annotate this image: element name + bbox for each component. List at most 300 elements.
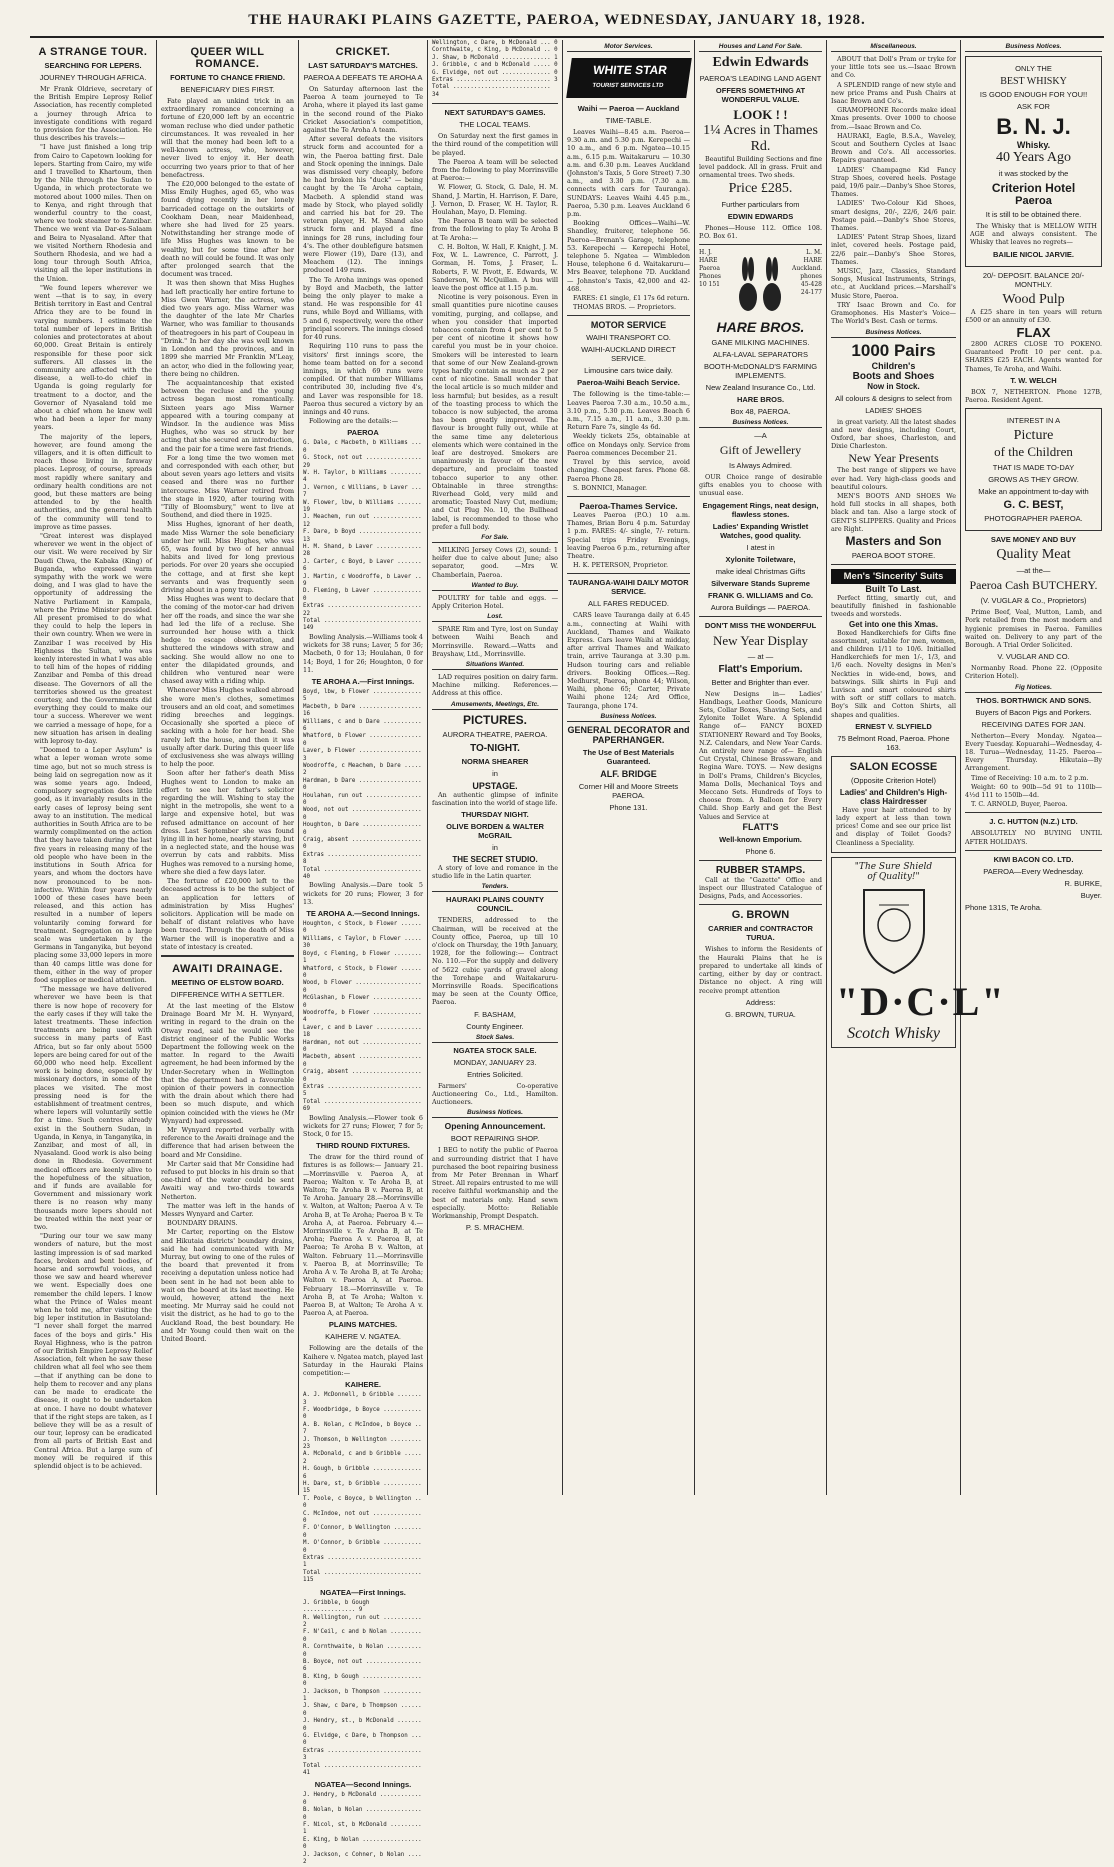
ad-text: (V. VUGLAR & Co., Proprietors) — [980, 596, 1087, 606]
paragraph: Soon after her father's death Miss Hughes went to London to make an effort to see her father's solicitor regarding the will. Wishing to stay the night in the metropolis, she went to a large and expensive hotel, but was refused admittance on account of her dress. Last September she was found lying ill in her home, nearly starving, but in a neglected state, and the house was overrun by cats and rabbits. Miss Hughes was removed to a nursing home, where she died a few days later. — [161, 769, 295, 876]
article-title: QUEER WILL ROMANCE. — [190, 46, 265, 70]
column-1 — [30, 40, 156, 1495]
divider — [432, 103, 558, 104]
ad-text: Phones—House 112. Office 108. P.O. Box 61. — [699, 223, 822, 240]
ad-text: New Zealand Insurance Co., Ltd. — [705, 383, 816, 393]
ad-headline: MOTOR SERVICE — [590, 320, 667, 331]
classified-head: Situations Wanted. — [432, 661, 558, 670]
ad-text: Leaves Waihi—8.45 a.m. Paeroa—9.30 a.m. and 5.30 p.m. Kerepechi — 10 a.m., and 6 p.m. Ngatea—10.15 a.m., 6.15 p.m. Waitakaruru — 10.30 a.m. and 6.30 p.m. Leaves Auckland (Johnston's Taxis, 5 Gore Street) 7.30 a.m., and 3.30 p.m. (7.30 a.m. connects with cars for Tauranga). SUNDAYS: Leaves Waihi 4.45 p.m., Paeroa, 5.30 p.m. Leaves Auckland 6 p.m. — [567, 128, 690, 219]
ad-text: ALFA-LAVAL SEPARATORS — [713, 350, 808, 360]
classified-ad: GRAMOPHONE Records make ideal Xmas presents. Over 1000 to choose from.—Isaac Brown and Co. — [831, 106, 956, 131]
ad-text: Normanby Road. Phone 22. (Opposite Criterion Hotel). — [965, 664, 1102, 681]
ad-headline: THOS. BORTHWICK AND SONS. — [975, 695, 1092, 705]
ad-text: Well-known Emporium. — [719, 834, 802, 844]
score-line: Wood, b Flower ................... 0 — [303, 980, 422, 994]
ad-text: of Quality!" — [867, 871, 920, 882]
score-line: J. Hendry, st., b McDonald ....... 0 — [303, 1718, 422, 1732]
score-line: Extras ........................... 22 — [303, 603, 422, 617]
ad-text: PAEROA BOOT STORE. — [851, 550, 936, 560]
score-line: Williams, c and b Dare ........... 6 — [303, 718, 422, 732]
score-line: Boyd, lbw, b Flower .............. 5 — [303, 688, 422, 703]
article-body — [161, 1002, 294, 1343]
classified-head: Houses and Land For Sale. — [699, 43, 822, 52]
score-line: J. Jackson, c Cohner, b Nolan .... 2 — [303, 1851, 422, 1866]
score-line: F. Nicol, st, b McDonald ......... 1 — [303, 1822, 422, 1836]
ad-text: Leaves Paeroa (P.O.) 10 a.m. Thames, Brian Boru 4 p.m. Saturday 1 p.m. FARES: 4/- single, 7/- return. Special trips Friday Evenings, leaving Paeroa 6 p.m., returning after Theatre. — [567, 510, 690, 560]
bowling-analysis: Bowling Analysis.—Dare took 5 wickets for 20 runs; Flower, 3 for 13. — [303, 881, 423, 906]
ad-headline: RUBBER STAMPS. — [715, 864, 806, 876]
paragraph: The acquaintanceship that existed between the recluse and the young actress began most romantically. Sixteen years ago Miss Warner appeared with a touring company at Windsor. In the audience was Miss Hughes, who was so struck by her acting that she secured an introduction, and the pair for a time were fast friends. — [161, 378, 294, 453]
divider — [699, 904, 822, 905]
classified-head: Miscellaneous. — [831, 43, 956, 52]
ad-text: OLIVE BORDEN & WALTER McGRAIL — [446, 822, 544, 841]
score-line: Extras ........................... 5 — [303, 1084, 422, 1098]
ad-text: AURORA THEATRE, PAEROA. — [442, 729, 548, 739]
ad-text: 75 Belmont Road, Paeroa. Phone 163. — [837, 733, 950, 752]
divider — [965, 850, 1102, 851]
score-line: H. Gough, b Gribble .............. 6 — [303, 1466, 422, 1480]
hare-logo: HARE BROS. — [716, 319, 805, 336]
ad-text: An authentic glimpse of infinite fascination into the world of stage life. — [432, 790, 558, 807]
ad-text: Now in Stock. — [867, 381, 920, 391]
ad-text: Scotch Whisky — [847, 1024, 940, 1042]
ad-text: I atest in — [746, 542, 775, 552]
article-body — [432, 132, 558, 531]
ad-text: G. BROWN, TURUA. — [725, 1009, 796, 1019]
classified-ad: TRY Isaac Brown and Co. for Gramophones. His Master's Voice—The World's Best. Cash or terms. — [831, 300, 956, 326]
ad-text: New Designs in— Ladies' Handbags, Leather Goods, Manicure Sets, Collar Boxes, Shaving Sets, and Zylonite Toilet Ware. A Splendid Range of— FANCY BOXED STATIONERY Reward and Toy Books, N.Z. Calendars, and New Year Cards. An entirely new range of— English Cut Crystal, Chinese Brassware, and Regina Ware. TOYS. — New designs in Doll's Prams, Children's Bicycles, Mama Dolls, Mechanical Toys and Meccano Sets. Hundreds of Toys to choose from. A Balloon for Every Child. Shop Early and get the Best Values and Service at — [699, 689, 822, 821]
ad-text: Phone 131S, Te Aroha. — [965, 902, 1043, 912]
paragraph: Following are the details:— — [309, 417, 398, 426]
ad-text: PAEROA'S LEADING LAND AGENT — [699, 74, 822, 83]
ad-text: in — [492, 768, 498, 778]
ad-text: Engagement Rings, neat design, flawless stones. — [702, 500, 819, 519]
column-2 — [157, 40, 298, 1495]
scorecard — [303, 1792, 423, 1866]
bowling-analysis: Bowling Analysis.—Williams took 4 wickets for 38 runs; Laver, 5 for 36; Macbeth, 0 for 13; Houlahan, 0 for 14; Boyd, 1 for 26; Houghton, 0 for 11. — [303, 632, 423, 674]
divider — [161, 955, 294, 957]
ad-text: It is still to be obtained there. — [985, 210, 1082, 219]
paragraph: It was then shown that Miss Hughes had left practically her entire fortune to Miss Gwen Warner, the actress, who died two years ago. Miss Warner was the daughter of the late Mr Charles Warner, who was familiar to thousands of theatregoers in his part of Coupeau in "Drink." In her day she was well known in London and the provinces, and in 1899 she married Mr Franklin M'Leay, an actor, who died in the following year, there being no children. — [161, 279, 294, 378]
ad-text: HARE BROS. — [736, 395, 785, 405]
ad-text: Prime Beef, Veal, Mutton, Lamb, and Pork retailed from the most modern and hygienic premises in Paeroa. Families waited on. Delivery to any part of the Borough. A Trial Order Solicited. — [965, 608, 1102, 650]
ad-text: BOOTH-McDONALD'S FARMING IMPLEMENTS. — [703, 362, 818, 381]
score-line: Extras ........................... 8 — [303, 851, 422, 866]
scorecard — [432, 40, 558, 99]
score-line: M. O'Connor, b Gribble ........... 0 — [303, 1540, 422, 1554]
ad-text: THAT IS MADE TO-DAY — [992, 463, 1075, 473]
ad-headline: GENERAL DECORATOR and PAPERHANGER. — [567, 724, 690, 745]
classified-ad: LADIES' Champagne Kid Fancy Strap Shoes, covered heels. Postage paid, 19/6 pair.—Danby's Shoe Stores, Thames. — [831, 165, 956, 199]
score-line: H. M. Shand, b Laver ............. 28 — [303, 544, 422, 558]
ad-headline: T. W. WELCH — [1010, 375, 1057, 385]
ad-text: GROWS AS THEY GROW. — [988, 475, 1079, 485]
score-line: J. Martin, c Woodroffe, b Laver .. 9 — [303, 573, 422, 588]
ad-headline: NGATEA STOCK SALE. — [453, 1045, 537, 1055]
score-line: Woodroffe, c Meachem, b Dare ..... 2 — [303, 762, 422, 777]
scorecard-label: PAEROA — [347, 428, 379, 438]
ad-headline: Flatt's Emporium. — [718, 663, 803, 675]
ad-headline: Paeroa-Waihi Beach Service. — [577, 378, 680, 388]
ad-headline: PICTURES. — [462, 712, 527, 727]
ad-headline: UPSTAGE. — [472, 780, 518, 791]
classified-ad: HAURAKI, Eagle, B.S.A., Waveley, Scout and Southern Cycles at Isaac Brown and Co's. All accessories. Repairs guaranteed. — [831, 131, 956, 165]
ad-text: Travel by this service, avoid changing. Cheapest fares. Phone 68. Paeroa Phone 28. — [567, 458, 690, 483]
ad-text: MONDAY, JANUARY 23. — [453, 1057, 537, 1067]
ad-text: IS GOOD ENOUGH FOR YOU!! — [979, 90, 1088, 99]
score-line: G. Elvidge, c Dare, b Thompson ... 0 — [303, 1733, 422, 1747]
score-line: B. Nolan, b Nolan ................ 0 — [303, 1807, 422, 1821]
white-star-logo — [566, 58, 692, 98]
classified-ad: POULTRY for table and eggs. —Apply Criterion Hotel. — [432, 593, 558, 611]
score-line: Hardman, not out ................. 0 — [303, 1039, 422, 1053]
ad-headline: 1000 Pairs — [851, 340, 936, 360]
ad-text: ALL FARES REDUCED. — [588, 599, 669, 609]
score-line: Houghton, c Stock, b Flower ...... 0 — [303, 921, 422, 935]
classified-head: Amusements, Meetings, Etc. — [432, 701, 558, 710]
section-title: PLAINS MATCHES. — [328, 1320, 398, 1330]
classified-ad: ABOUT that Doll's Pram or tryke for your little tots see us.—Isaac Brown and Co. — [831, 55, 956, 80]
ad-headline: 1¼ Acres in Thames Rd. — [703, 123, 818, 154]
ad-text: WAIHI TRANSPORT CO. — [586, 333, 671, 343]
score-line: Wood, not out .................... 0 — [303, 807, 422, 821]
ad-text: ASK FOR — [1017, 102, 1050, 111]
paragraph: The Paeroa A team will be selected from the following to play Morrinsville at Paeroa:— — [432, 157, 558, 183]
ad-text: GANE MILKING MACHINES. — [711, 338, 810, 348]
score-line: Boyd, c Fleming, b Flower ........ 1 — [303, 950, 422, 965]
ad-text: —at the— — [1016, 566, 1051, 576]
ad-text: "The Sure Shield — [854, 861, 933, 872]
divider — [831, 564, 956, 565]
score-line: J. Gribble, c and b McDonald ..... 0 — [432, 62, 558, 69]
misc-list — [831, 55, 956, 326]
paragraph: The fortune of £20,000 left to the deceased actress is to be the subject of an application for letters of administration by Miss Hughes' solicitors. Application will be made on behalf of distant relatives who have been traced. Through the death of Miss Warner the will is inoperative and a state of intestacy is created. — [161, 877, 294, 951]
article-body — [161, 97, 294, 951]
column-5 — [563, 40, 694, 1495]
ad-text: Box 48, PAEROA. — [730, 407, 791, 417]
section-subtitle: KAIHERE V. NGATEA. — [325, 1332, 401, 1342]
article-subtitle: FORTUNE TO CHANCE FRIEND. — [170, 73, 285, 82]
scorecard-label: NGATEA—Second Innings. — [314, 1780, 412, 1790]
masthead-rule — [30, 36, 1104, 38]
ad-text: Xylonite Toiletware, — [725, 554, 796, 564]
ad-text: Phone 6. — [745, 846, 776, 856]
logo-text: WHITE STAR — [591, 63, 668, 77]
ad-text: CARRIER and CONTRACTOR TURUA. — [708, 924, 813, 943]
divider — [699, 860, 822, 861]
score-line: Craig, absent .................... 0 — [303, 1069, 422, 1083]
classified-head: Lost. — [432, 613, 558, 622]
ad-headline: ALF. BRIDGE — [600, 768, 657, 779]
paragraph: Requiring 110 runs to pass the visitors' first innings score, the home team batted on for a second innings, in which 69 runs were compiled. Of that number Williams contributed 30, including five 4's, and Laver was responsible for 18. Paeroa thus secured a victory by an innings and 40 runs. — [303, 342, 423, 416]
classified-head: Business Notices. — [965, 43, 1102, 52]
ad-headline: Edwin Edwards — [712, 55, 809, 70]
ad-text: Entries Solicited. — [467, 1069, 523, 1079]
dcl-logo: "D·C·L" — [836, 978, 1006, 1024]
score-line: A. J. McDonnell, b Gribble ....... 3 — [303, 1392, 422, 1406]
score-line: W. Flower, lbw, b Williams ....... 19 — [303, 499, 422, 513]
score-line: J. Jackson, b Thompson ........... 1 — [303, 1688, 422, 1702]
ad-text: ONLY THE — [1015, 64, 1052, 73]
ad-text: Perfect fitting, smartly cut, and beautifully finished in fashionable tweeds and worsteds. — [831, 593, 956, 619]
divider — [965, 812, 1102, 813]
ad-text: Farmers' Co-operative Auctioneering Co., Ltd., Hamilton. Auctioneers. — [432, 1081, 558, 1107]
masthead: THE HAURAKI PLAINS GAZETTE, PAEROA, WEDNESDAY, JANUARY 18, 1928. — [248, 12, 866, 28]
score-line: R. Wellington, run out ........... 2 — [303, 1614, 422, 1628]
ad-headline: G. C. BEST, — [1003, 499, 1064, 512]
ad-headline: Gift of Jewellery — [719, 443, 802, 458]
ad-text: it was stocked by the — [998, 169, 1069, 178]
paragraph: Mr Wynyard reported verbally with reference to the Awaiti drainage and the difference that had arisen between the board and Mr Considine. — [161, 1125, 294, 1159]
article-kicker: BENEFICIARY DIES FIRST. — [180, 85, 275, 94]
ad-headline: New Year Display — [713, 632, 808, 648]
ad-text: Boxed Handkerchiefs for Gifts fine assortment, suitable for men, women, and children 1/11 to 10/6. Initialled Handkerchiefs for men 1/-, 1/3, and 1/6 each. Novelty designs in Men's Neckties in wide-end, bows, and batswings. Silk shirts in Fuji and Luvisca and smart coloured shirts with soft or stiff collars to match. Boy's Silk and Cotton Shirts, all shapes and qualities. — [831, 628, 956, 719]
ad-text: OFFERS SOMETHING AT WONDERFUL VALUE. — [715, 86, 806, 104]
paragraph: The majority of the lepers, however, are found among the villagers, and it is often difficult to reach those living in faraway places. Leprosy, of course, spreads most rapidly where sanitary and ordinary health conditions are not good, but these matters are being attended to by the health authorities, and the general health of the community will tend to improve as time passes. — [34, 432, 152, 531]
score-line: G. Dale, c Macbeth, b Williams ... 0 — [303, 440, 422, 454]
ad-text: Buyer. — [1080, 890, 1102, 900]
ad-text: CARS leave Tauranga daily at 6.45 a.m., connecting at Waihi with Auckland, Thames and Waikato Express. Cars leave Waihi at midday, after arrival Thames and Waikato train, arrive Tauranga at 3.30 p.m. Hudson touring cars and reliable drivers. Booking Offices.—Reg. Medhurst, Paeroa, phone 44; Wilson, Waihi, phone 65; Carter, Private Waihi phone 124; Ard Office, Tauranga, phone 174. — [567, 611, 690, 710]
classified-ad: LAD requires position on dairy farm. Machine milking. References.—Address at this office. — [432, 673, 558, 698]
ad-text: BAILIE NICOL JARVIE. — [993, 249, 1074, 259]
ad-text: A £25 share in ten years will return £500 or an annuity of £30. — [965, 307, 1102, 324]
score-line: Macbeth, absent .................. 0 — [303, 1054, 422, 1068]
score-line: Craig, absent .................... 0 — [303, 837, 422, 851]
score-line: Laver, b Flower .................. 3 — [303, 748, 422, 762]
ad-text: The best range of slippers we have ever had. Very high-class goods and beautiful colours. — [831, 466, 956, 491]
score-line: Whatford, b Flower ............... 0 — [303, 733, 422, 747]
ad-text: Built To Last. — [865, 583, 922, 594]
score-line: F. O'Connor, b Wellington ........ 0 — [303, 1525, 422, 1539]
ad-headline: Price £285. — [728, 180, 793, 196]
score-line: B. King, b Gough ................. 0 — [303, 1673, 422, 1688]
best-photo-ad — [965, 408, 1102, 531]
ad-text: I BEG to notify the public of Paeroa and surrounding district that I have purchased the boot repairing business from Mr Peter Brennan in Wharf Street. All repairs entrusted to me will receive faithful workmanship and the best of materials only. Hand sewn especially. Motto: Reliable Workmanship, Prompt Despatch. — [432, 1146, 558, 1220]
ad-headline: Men's 'Sincerity' Suits — [831, 569, 956, 584]
ad-text: MEN'S BOOTS AND SHOES We hold full stocks in all shapes, both black and tan. Also a large stock of GENT'S SLIPPERS. Quality and Prices are Right. — [831, 491, 956, 533]
ad-headline: ERNEST V. SLYFIELD — [855, 721, 932, 731]
score-line: J. Carter, c Boyd, b Laver ....... 6 — [303, 558, 422, 573]
ad-text: BOOT REPAIRING SHOP. — [450, 1134, 540, 1144]
plains-text: Following are the details of the Kaihere v. Ngatea match, played last Saturday in the Hauraki Plains competition:— — [303, 1344, 423, 1377]
ad-text: THOMAS BROS. — Proprietors. — [573, 303, 676, 312]
section-title: NEXT SATURDAY'S GAMES. — [444, 108, 546, 118]
paragraph: "We found lepers wherever we went —that is to say, in every British territory in East and Central Africa they are to be found in varying numbers. I estimate the total number of lepers in British colonies and protectorates at about 60,000. Great Britain is entirely responsible for these poor sick sufferers. All classes in the community are affected with the disease, a well-to-do chief in Uganda is going regularly for treatment to a doctor, and the Governor of Nyasaland told me about a chief whom he knew well who had been a leper for many years. — [34, 283, 152, 432]
divider — [699, 616, 822, 617]
scorecard — [303, 440, 423, 633]
score-line: C. McIndoe, not out .............. 0 — [303, 1510, 422, 1525]
scorecard-label: KAIHERE. — [345, 1380, 381, 1390]
ad-text: Phone 131. — [609, 802, 648, 812]
classified-head: Fig Notices. — [965, 684, 1102, 693]
paragraph: Mr Carter said that Mr Considine had refused to put blocks in his drain so that one-third of the water could be sent Awaiti way and two-thirds towards Netherton. — [161, 1159, 294, 1201]
ad-headline: of the Children — [994, 444, 1073, 460]
ad-headline: FLAX — [1016, 325, 1051, 341]
ad-text: NORMA SHEARER — [461, 756, 529, 766]
score-line: Total ............................ 69 — [303, 1098, 422, 1113]
ad-headline: LOOK ! ! — [733, 107, 788, 122]
ad-text: Better and Brighter than ever. — [711, 677, 810, 687]
shield-icon — [859, 885, 929, 975]
ad-text: Ladies' Expanding Wristlet Watches, good quality. — [712, 521, 809, 540]
ad-headline: Picture — [1013, 428, 1054, 444]
paragraph: C. H. Bolton, W. Hall, F. Knight, J. M. Fox, W. L. Lawrence, C. Parrott, J. Gorman, H. Toms, J. Fraser, L. Roberts, F. W. Pivott, E. Edwards, W. Sanderson, W. McQuillan. A bus will leave the post office at 1.15 p.m. — [432, 242, 558, 292]
ad-text: The following is the time-table:— Leaves Paeroa 7.30 a.m., 10.50 a.m., 3.10 p.m., 5.30 p.m. Leaves Beach 6 a.m., 7.15 a.m., 11 a.m., 3.30 p.m. Return Fare 7s, single 4s 6d. — [567, 390, 690, 432]
score-line: Total ............................ 41 — [303, 1762, 422, 1777]
ad-text: Ladies' and Children's High-class Hairdresser — [839, 787, 948, 806]
paragraph: On Saturday next the first games in the third round of the competition will be played. — [432, 132, 558, 157]
score-line: F. Dare, b Boyd .................. 13 — [303, 529, 422, 543]
ad-text: TENDERS, addressed to the Chairman, will be received at the County office, Paeroa, up till 10 o'clock on Thursday, the 19th January, 1928, for the following:— Contract No. 110.—For the supply and delivery of 5622 cubic yards of gravel along the Torehape and Waitakaruru-Morrinsville Roads. Specifications may be seen at the County Office, Paeroa. — [432, 916, 558, 1007]
score-line: J. Shaw, b McDonald .............. 1 — [432, 54, 558, 61]
score-line: Extras ........................... 1 — [303, 1555, 422, 1569]
score-line: F. N'Ceil, c and b Nolan ......... 0 — [303, 1629, 422, 1643]
ad-text: —A — [754, 431, 767, 441]
ad-text: County Engineer. — [466, 1021, 524, 1031]
ad-headline: SALON ECOSSE — [849, 760, 938, 773]
ad-text: Aurora Buildings — PAEROA. — [710, 602, 811, 612]
scorecard-label: TE AROHA A.—Second Innings. — [306, 909, 420, 919]
ad-text: V. VUGLAR AND CO. — [997, 652, 1070, 662]
classified-ad: SPARE Rim and Tyre, lost on Sunday between Waihi Beach and Morrinsville. Reward.—Watts and Brayshaw, Ltd., Morrinsville. — [432, 625, 558, 658]
ad-headline: THE SECRET STUDIO. — [452, 855, 538, 865]
hare-rabbits-icon — [730, 249, 790, 319]
ad-text: FARES: £1 single, £1 17s 6d return. — [573, 294, 690, 303]
column-6 — [695, 40, 826, 1495]
paragraph: "During our tour we saw many wonders of nature, but the most lasting impression is of sad marked faces, broken and bent bodies, of hoarse and sorrowful voices, and those we saw and heard wherever we went. Especially does one remember the child lepers. I know what the Prince of Wales meant when he told me, after visiting the big leper institution in Basutoland: "I never shall forget the marred faces of the boys and girls." His Royal Highness, who is the patron of our British Empire Leprosy Relief Association, felt when he saw these children what all feel who see them—that if anything can be done to help them to recover and any plans can be made to eradicate the disease, it ought to be undertaken at once. I have no doubt whatever that if the right steps are taken, as I believe they will be as a result of our tour, leprosy can be eradicated from all parts of British East and Central Africa. But a large sum of money will be required if this splendid object is to be achieved. — [34, 1232, 152, 1470]
logo-text: TOURIST SERVICES LTD — [591, 83, 664, 89]
paragraph: The matter was left in the hands of Messrs Wynyard and Carter. — [161, 1201, 294, 1218]
ad-text: Is Always Admired. — [729, 461, 792, 471]
ad-text: P. S. MRACHEM. — [465, 1223, 525, 1233]
score-line: Macbeth, b Dare .................. 16 — [303, 703, 422, 718]
score-line: Total ............................ 115 — [303, 1569, 422, 1584]
score-line: Houghton, b Dare ................. 0 — [303, 822, 422, 836]
ad-text: Further particulars from — [721, 199, 800, 209]
paragraph: Fate played an unkind trick in an extraordinary romance concerning a fortune of £20,000 left by an eccentric woman recluse who died under pathetic circumstances. It was revealed in her will that the money had been left to a well-known actress, who, however, never lived to enjoy it. Her death occurring two years prior to that of her benefactress. — [161, 97, 294, 179]
paragraph: At the last meeting of the Elstow Drainage Board Mr M. H. Wynyard, writing in regard to the drain on the Otway road, said he would see the district engineer of the Public Works Department the following week on the matter. In regard to the Awaiti agreement, he had been informed by the Under-Secretary when in Wellington that the department had a favourable opinion of their powers in connection with the drain about which there had been so much dispute, and which opinion coincided with the views he (Mr Wynyard) had expressed. — [161, 1001, 294, 1125]
score-line: R. Cornthwaite, b Nolan .......... 0 — [303, 1644, 422, 1658]
ad-text: Netherton—Every Monday. Ngatea—Every Tuesday. Kopuarahi—Wednesday, 4-18. Turua—Wednesday, 11-25. Paeroa—Every Thursday. Hikutaia—By Arrangement. — [965, 731, 1102, 773]
score-line: Whatford, c Stock, b Flower ...... 0 — [303, 965, 422, 979]
article-subtitle: SEARCHING FOR LEPERS. — [44, 61, 142, 70]
ad-text: L. M. HARE Auckland. phones 45-428 24-177 — [792, 249, 823, 297]
ad-headline: Waihi — Paeroa — Auckland — [577, 104, 680, 113]
column-3 — [299, 40, 427, 1866]
classified-head: Business Notices. — [432, 1109, 558, 1118]
score-line: J. Gribble, b Gough ............... 9 — [303, 1599, 370, 1614]
score-line: J. Thomson, b Wellington ......... 23 — [303, 1436, 422, 1450]
article-kicker: PAEROA A DEFEATS TE AROHA A — [303, 73, 423, 82]
ad-headline: Quality Meat — [996, 547, 1071, 563]
score-line: McGlashan, b Flower .............. 0 — [303, 995, 422, 1009]
ad-text: T. C. ARNOLD, Buyer, Paeroa. — [971, 800, 1068, 809]
ad-headline: J. C. HUTTON (N.Z.) LTD. — [989, 817, 1078, 827]
ad-headline: HAURAKI PLAINS COUNTY COUNCIL. — [446, 895, 544, 914]
ad-headline: New Year Presents — [848, 451, 939, 466]
ad-headline: FRANK G. WILLIAMS and Co. — [708, 590, 813, 600]
paragraph: The Paeroa B team will be selected from the following to play Te Aroha B at Te Aroha:— — [432, 217, 558, 242]
article-kicker: JOURNEY THROUGH AFRICA. — [39, 73, 147, 82]
bnj-ad — [965, 56, 1102, 267]
ad-headline: TO-NIGHT. — [470, 742, 520, 754]
ad-text: Beautiful Building Sections and fine level paddock. All in grass. Fruit and ornamental trees. Two sheds. — [699, 155, 822, 180]
ad-text: Have your hair attended to by lady expert at less than town prices! Come and see our price list and display of Toilet Goods? Cleanliness a Speciality. — [836, 805, 951, 847]
ad-headline: Paeroa Cash BUTCHERY. — [969, 578, 1098, 593]
ad-text: LADIES' SHOES — [865, 405, 922, 415]
column-4 — [428, 40, 562, 1495]
paragraph: Mr Carter, reporting on the Elstow and Hikutaia districts' boundary drains, said he had communicated with Mr Murray, but owing to one of the rules of the board that prevented it from receiving a deputation unless notice had been sent in he had not been able to wait on the board at its last meeting. He would, however, attend the next meeting. Mr Murray said he could not visit the district, as he had to go to the Auckland Road, the best boundary. He and Mr Young could then wait on the United Board. — [161, 1228, 294, 1344]
ad-headline: FLATT'S — [742, 821, 779, 832]
ad-text: H. J. HARE Paeroa Phones 10 151 — [699, 249, 722, 289]
score-line: Hardman, b Dare .................. 0 — [303, 777, 422, 792]
score-line: E. King, b Nolan ................. 0 — [303, 1836, 422, 1851]
article-title: CRICKET. — [335, 46, 391, 58]
paragraph: For a long time the two women met and corresponded with each other, but about seven years ago letters and visits ceased and there was no further intercourse. Miss Warner retired from the stage in 1920, after touring with "Tilly of Bloomsbury," went to live at Southend, and died there in 1925. — [161, 453, 294, 520]
divider — [699, 244, 822, 245]
ad-headline: Paeroa-Thames Service. — [579, 500, 678, 511]
score-line: A. McDonald, c and b Gribble ..... 2 — [303, 1451, 422, 1465]
ad-text: 2800 ACRES CLOSE TO POKENO. Guaranteed Profit 10 per cent. p.a. SHARES £25 EACH. Agents wanted for Thames, Te Aroha, and Waihi. — [965, 340, 1102, 373]
ad-headline: KIWI BACON CO. LTD. — [993, 854, 1074, 864]
ad-headline: 40 Years Ago — [995, 150, 1072, 165]
ad-text: Limousine cars twice daily. — [584, 366, 673, 376]
score-line: H. Dare, st, b Gribble ........... 15 — [303, 1481, 422, 1495]
ad-text: Booking Offices—Waihi—W. Shandley, fruiterer, telephone 56. Paeroa—Brenan's Garage, telephone 53. Kerepechi — Kerepechi Hotel, telephone 5. Ngatea — Wimbledon House, telephone 6 d. Waitakaruru—Mrs Beaver, telephone 7D. Auckland — Johnston's Taxis, 42,000 and 42-468. — [567, 219, 690, 293]
ad-text: in — [492, 843, 498, 853]
paragraph: The Te Aroha innings was opened by Boyd and Macbeth, the latter being the only player to make a stand. He was responsible for 41 runs, while Boyd and Williams, with 5 and 6, respectively, were the other principal scorers. The innings closed for 40 runs. — [303, 275, 423, 342]
scorecard — [303, 1600, 423, 1778]
ad-text: SAVE MONEY AND BUY — [990, 535, 1077, 545]
classified-ad: LADIES' Patent Strap Shoes, lizard inlet, covered heels. Postage paid, 22/6 pair.—Danby's Shoe Stores, Thames. — [831, 233, 956, 266]
classified-head: Business Notices. — [831, 329, 956, 338]
ad-text: PHOTOGRAPHER PAEROA. — [984, 514, 1083, 524]
article-subtitle: MEETING OF ELSTOW BOARD. — [171, 977, 284, 987]
ad-text: All colours & designs to select from — [835, 393, 952, 403]
ad-headline: G. BROWN — [731, 909, 790, 922]
article-subtitle: LAST SATURDAY'S MATCHES. — [308, 61, 418, 70]
score-line: J. Vernon, c Williams, b Laver ... 7 — [303, 484, 422, 499]
paragraph: Whenever Miss Hughes walked abroad she wore men's clothes, sometimes trousers and an old coat, and sometimes riding breeches and leggings. Occasionally she sported a piece of sacking with a hole for her head. She rarely left the house, and then it was usually after dark. During this queer life of exclusiveness she was always willing to help the poor. — [161, 686, 294, 769]
ad-text: INTEREST IN A — [1006, 416, 1061, 426]
score-line: D. Fleming, b Laver .............. 0 — [303, 588, 422, 602]
paragraph: Miss Hughes was went to declare that the coming of the motor-car had driven her off the roads, and since the war she had led the life of a recluse. She surrounded her house with a thick hedge to escape observation, and shuttered the windows with straw and sacking. She would allow no one to enter the dilapidated grounds, and children who ventured near were chased away with a riding whip. — [161, 595, 294, 686]
score-line: G. Elvidge, not out .............. 0 — [432, 69, 558, 76]
score-line: Extras ........................... 3 — [432, 77, 558, 84]
paragraph: "The message we have delivered wherever we have been is that there is now hope of recovery for the early cases if they will take the latest treatments. These infection treatments are being used with success in many parts of East Africa, but so far only about 5500 lepers are being cared for out of the 60,000 who need help. Excellent work is being done, especially by missionary doctors, in some of the places we visited. The most pressing need is for the establishment of treatment centres, where lepers will voluntarily settle for a time. Such centres already exist in the Southern Sudan, in Uganda, in Kenya, in Tanganyika, in Zanzibar, and most of all, in Nyasaland. Good work is also being done in Rhodesia. Government medical officers are keenly alive to the hopefulness of the situation, and if funds are available for Government and missionary work there is no reason why many thousands more lepers should not be treated within the next year or two. — [34, 985, 152, 1232]
score-line: J. Hendry, b McDonald ............ 0 — [303, 1792, 422, 1806]
ad-text: RECEIVING DATES FOR JAN. — [981, 719, 1086, 729]
ad-text: Weekly tickets 25s, obtainable at office on Mondays only. Service from Paeroa commences December 21. — [567, 432, 690, 457]
ad-text: Wishes to inform the Residents of the Hauraki Plains that he is prepared to undertake all kinds of carting, either by day or contract. Distance no object. A ring will receive prompt attention — [699, 945, 822, 995]
ad-text: The Whisky that is MELLOW WITH AGE and always consistent. The Whisky that leaves no regrets— — [970, 222, 1097, 247]
classified-ad: MUSIC, Jazz, Classics, Standard Songs, Musical Instruments, Strings, etc., at Auckland prices.—Marshall's Music Store, Paeroa. — [831, 267, 956, 300]
ad-text: Whisky. — [1016, 140, 1051, 150]
section-subtitle: THE LOCAL TEAMS. — [459, 120, 531, 130]
divider — [567, 315, 690, 316]
score-line: J. Meachem, run out .............. 12 — [303, 514, 422, 528]
section-title: THIRD ROUND FIXTURES. — [316, 1141, 410, 1151]
divider — [567, 496, 690, 497]
divider — [567, 573, 690, 574]
ad-text: — at — — [747, 651, 774, 661]
score-line: B. Boyce, not out ................ 6 — [303, 1658, 422, 1673]
ad-text: OUR Choice range of desirable gifts enables you to choose with unusual ease. — [699, 473, 822, 498]
bowling-analysis: Bowling Analysis.—Flower took 6 wickets for 27 runs; Flower, 7 for 5; Stock, 0 for 15. — [303, 1113, 423, 1139]
ad-headline: Paeroa — [1015, 195, 1052, 207]
score-line: F. Woodbridge, b Boyce ........... 0 — [303, 1406, 422, 1421]
paragraph: Miss Hughes, ignorant of her death, made Miss Warner the sole beneficiary under her will. Miss Hughes, who was 65, was found by two of her annual habits and lived for long previous periods. For over 20 years she occupied the cottage, and at first she kept servants and was frequently seen driving about in a pony trap. — [161, 520, 294, 594]
